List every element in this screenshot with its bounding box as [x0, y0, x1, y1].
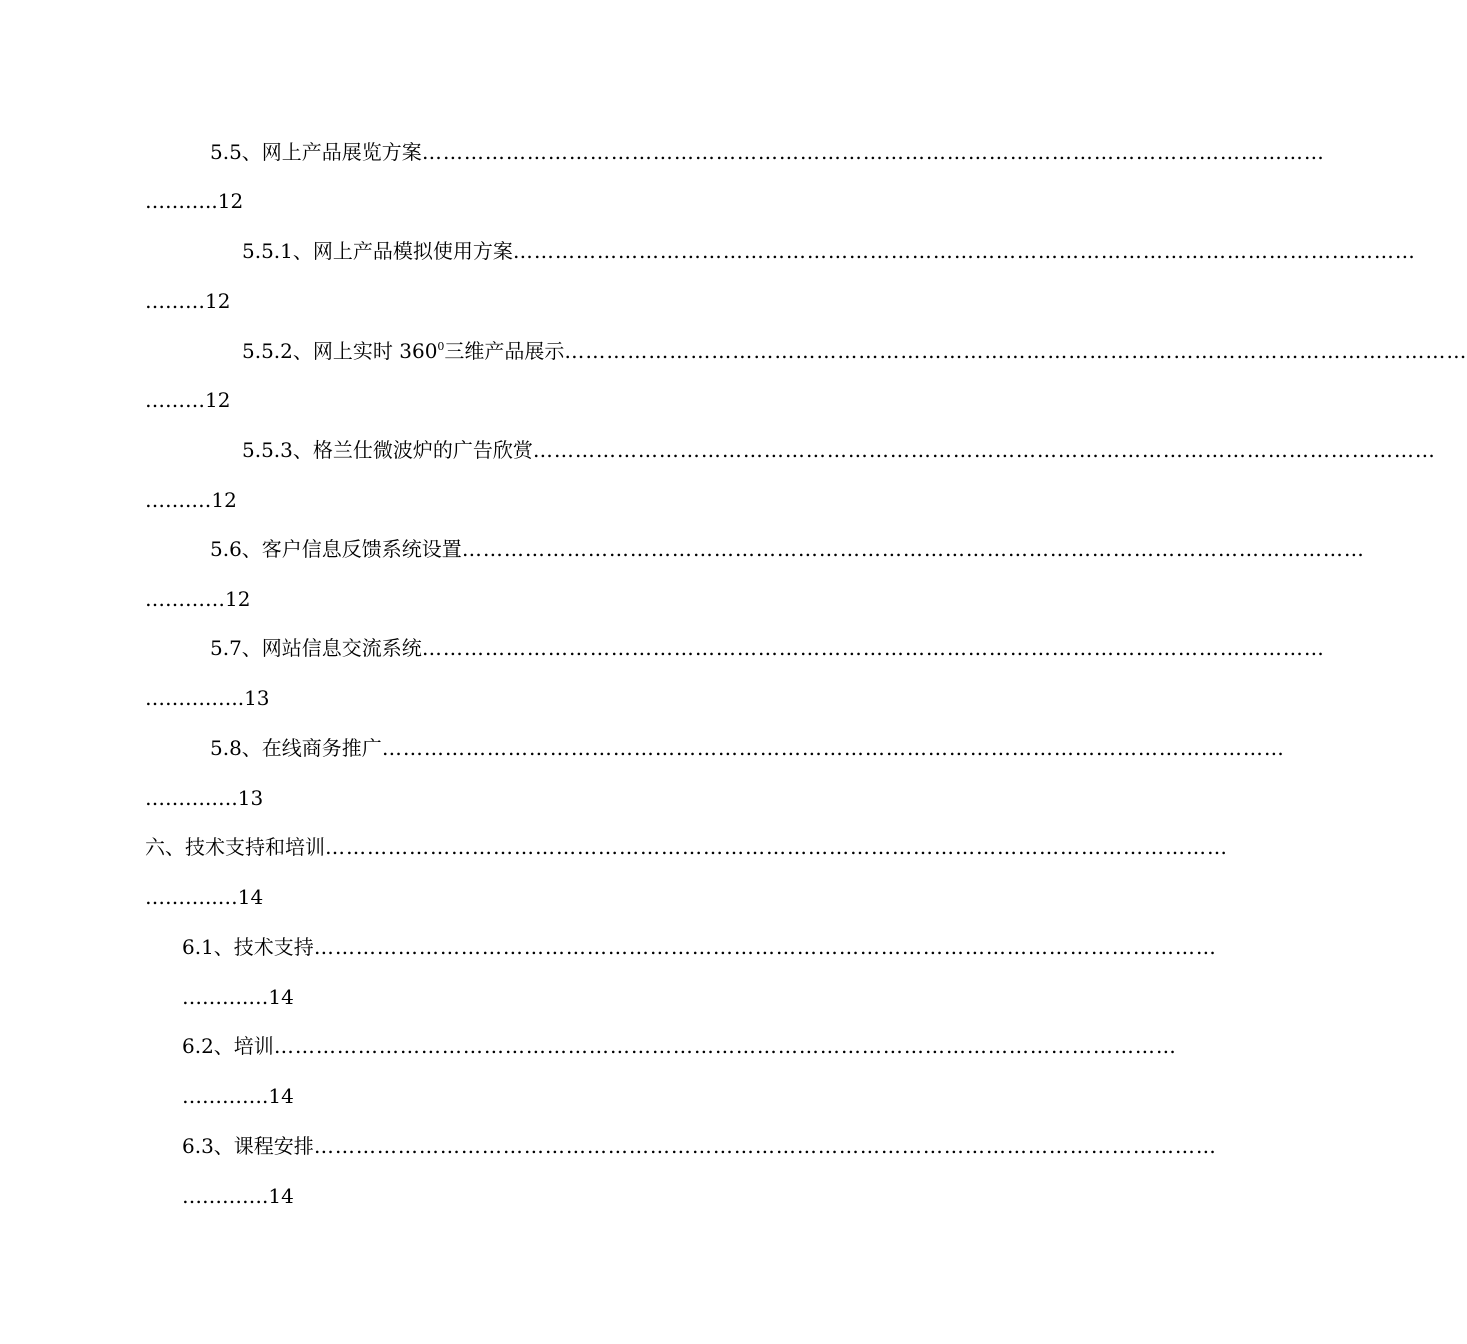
toc-page-number: ………..…14 [145, 885, 264, 909]
toc-entry-line [145, 835, 1228, 859]
toc-entry-continuation [182, 1184, 294, 1208]
toc-entry-continuation [145, 189, 243, 213]
toc-entry-continuation [182, 1084, 294, 1108]
toc-entry-title: 5.7、网站信息交流系统 [210, 636, 422, 660]
toc-leader-dots: ………………………………………………………………………………………………………………… [564, 339, 1467, 363]
toc-entry-line [210, 636, 1325, 660]
toc-entry-continuation [145, 388, 230, 412]
toc-leader-dots: ………………………………………………………………………………………………………………… [421, 140, 1325, 164]
toc-entry-title-pre: 5.5.2、网上实时 360 [242, 339, 438, 363]
toc-entry-continuation [145, 587, 250, 611]
toc-leader-dots: ………………………………………………………………………………………………………………… [421, 636, 1325, 660]
toc-page-number: …………12 [145, 587, 251, 611]
toc-leader-dots: ………………………………………………………………………………………………………………… [313, 1134, 1217, 1158]
toc-entry-title: 六、技术支持和培训 [145, 835, 325, 859]
toc-entry-line [242, 438, 1436, 462]
toc-page-number: ………..12 [145, 189, 244, 213]
toc-entry-continuation [145, 885, 263, 909]
toc-entry-line [210, 736, 1285, 760]
toc-page-number: ………12 [145, 289, 231, 313]
toc-entry-continuation [145, 786, 263, 810]
toc-page-number: ………12 [145, 388, 231, 412]
toc-page-number: ……….…..13 [145, 686, 270, 710]
toc-page-number: …….…12 [145, 488, 237, 512]
toc-entry-line [182, 935, 1217, 959]
toc-entry-line [182, 1134, 1217, 1158]
toc-leader-dots: ………………………………………………………………………………………………………………… [381, 736, 1285, 760]
toc-entry-line [242, 239, 1416, 263]
toc-entry-line [210, 537, 1365, 561]
toc-page-number: ……….….13 [145, 786, 264, 810]
toc-page-number: ………….14 [182, 1084, 294, 1108]
toc-entry-superscript: 0 [437, 340, 445, 353]
toc-leader-dots: ………………………………………………………………………………………………………………… [273, 1034, 1177, 1058]
toc-leader-dots: ………………………………………………………………………………………………………………… [325, 835, 1228, 859]
toc-entry-continuation [145, 488, 237, 512]
toc-entry-continuation [145, 289, 230, 313]
toc-entry-title: 5.5.3、格兰仕微波炉的广告欣赏 [242, 438, 533, 462]
toc-entry-continuation [145, 686, 270, 710]
toc-entry-title-post: 三维产品展示 [444, 339, 565, 363]
toc-entry-title: 6.1、技术支持 [182, 935, 314, 959]
toc-entry-line [210, 140, 1325, 164]
toc-entry-title: 6.2、培训 [182, 1034, 274, 1058]
toc-leader-dots: ………………………………………………………………………………………………………………… [532, 438, 1436, 462]
toc-leader-dots: ………………………………………………………………………………………………………………… [461, 537, 1365, 561]
toc-entry-title: 5.5.1、网上产品模拟使用方案 [242, 239, 513, 263]
toc-entry-continuation [182, 985, 294, 1009]
toc-entry-line [182, 1034, 1177, 1058]
toc-entry-line [242, 339, 1467, 363]
toc-entry-title: 6.3、课程安排 [182, 1134, 314, 1158]
toc-page-number: ……….…14 [182, 985, 294, 1009]
toc-page-number: ………….14 [182, 1184, 294, 1208]
toc-entry-title: 5.5、网上产品展览方案 [210, 140, 422, 164]
toc-entry-title: 5.8、在线商务推广 [210, 736, 382, 760]
toc-entry-title: 5.6、客户信息反馈系统设置 [210, 537, 462, 561]
toc-leader-dots: ………………………………………………………………………………………………………………… [512, 239, 1416, 263]
toc-leader-dots: ………………………………………………………………………………………………………………… [313, 935, 1217, 959]
